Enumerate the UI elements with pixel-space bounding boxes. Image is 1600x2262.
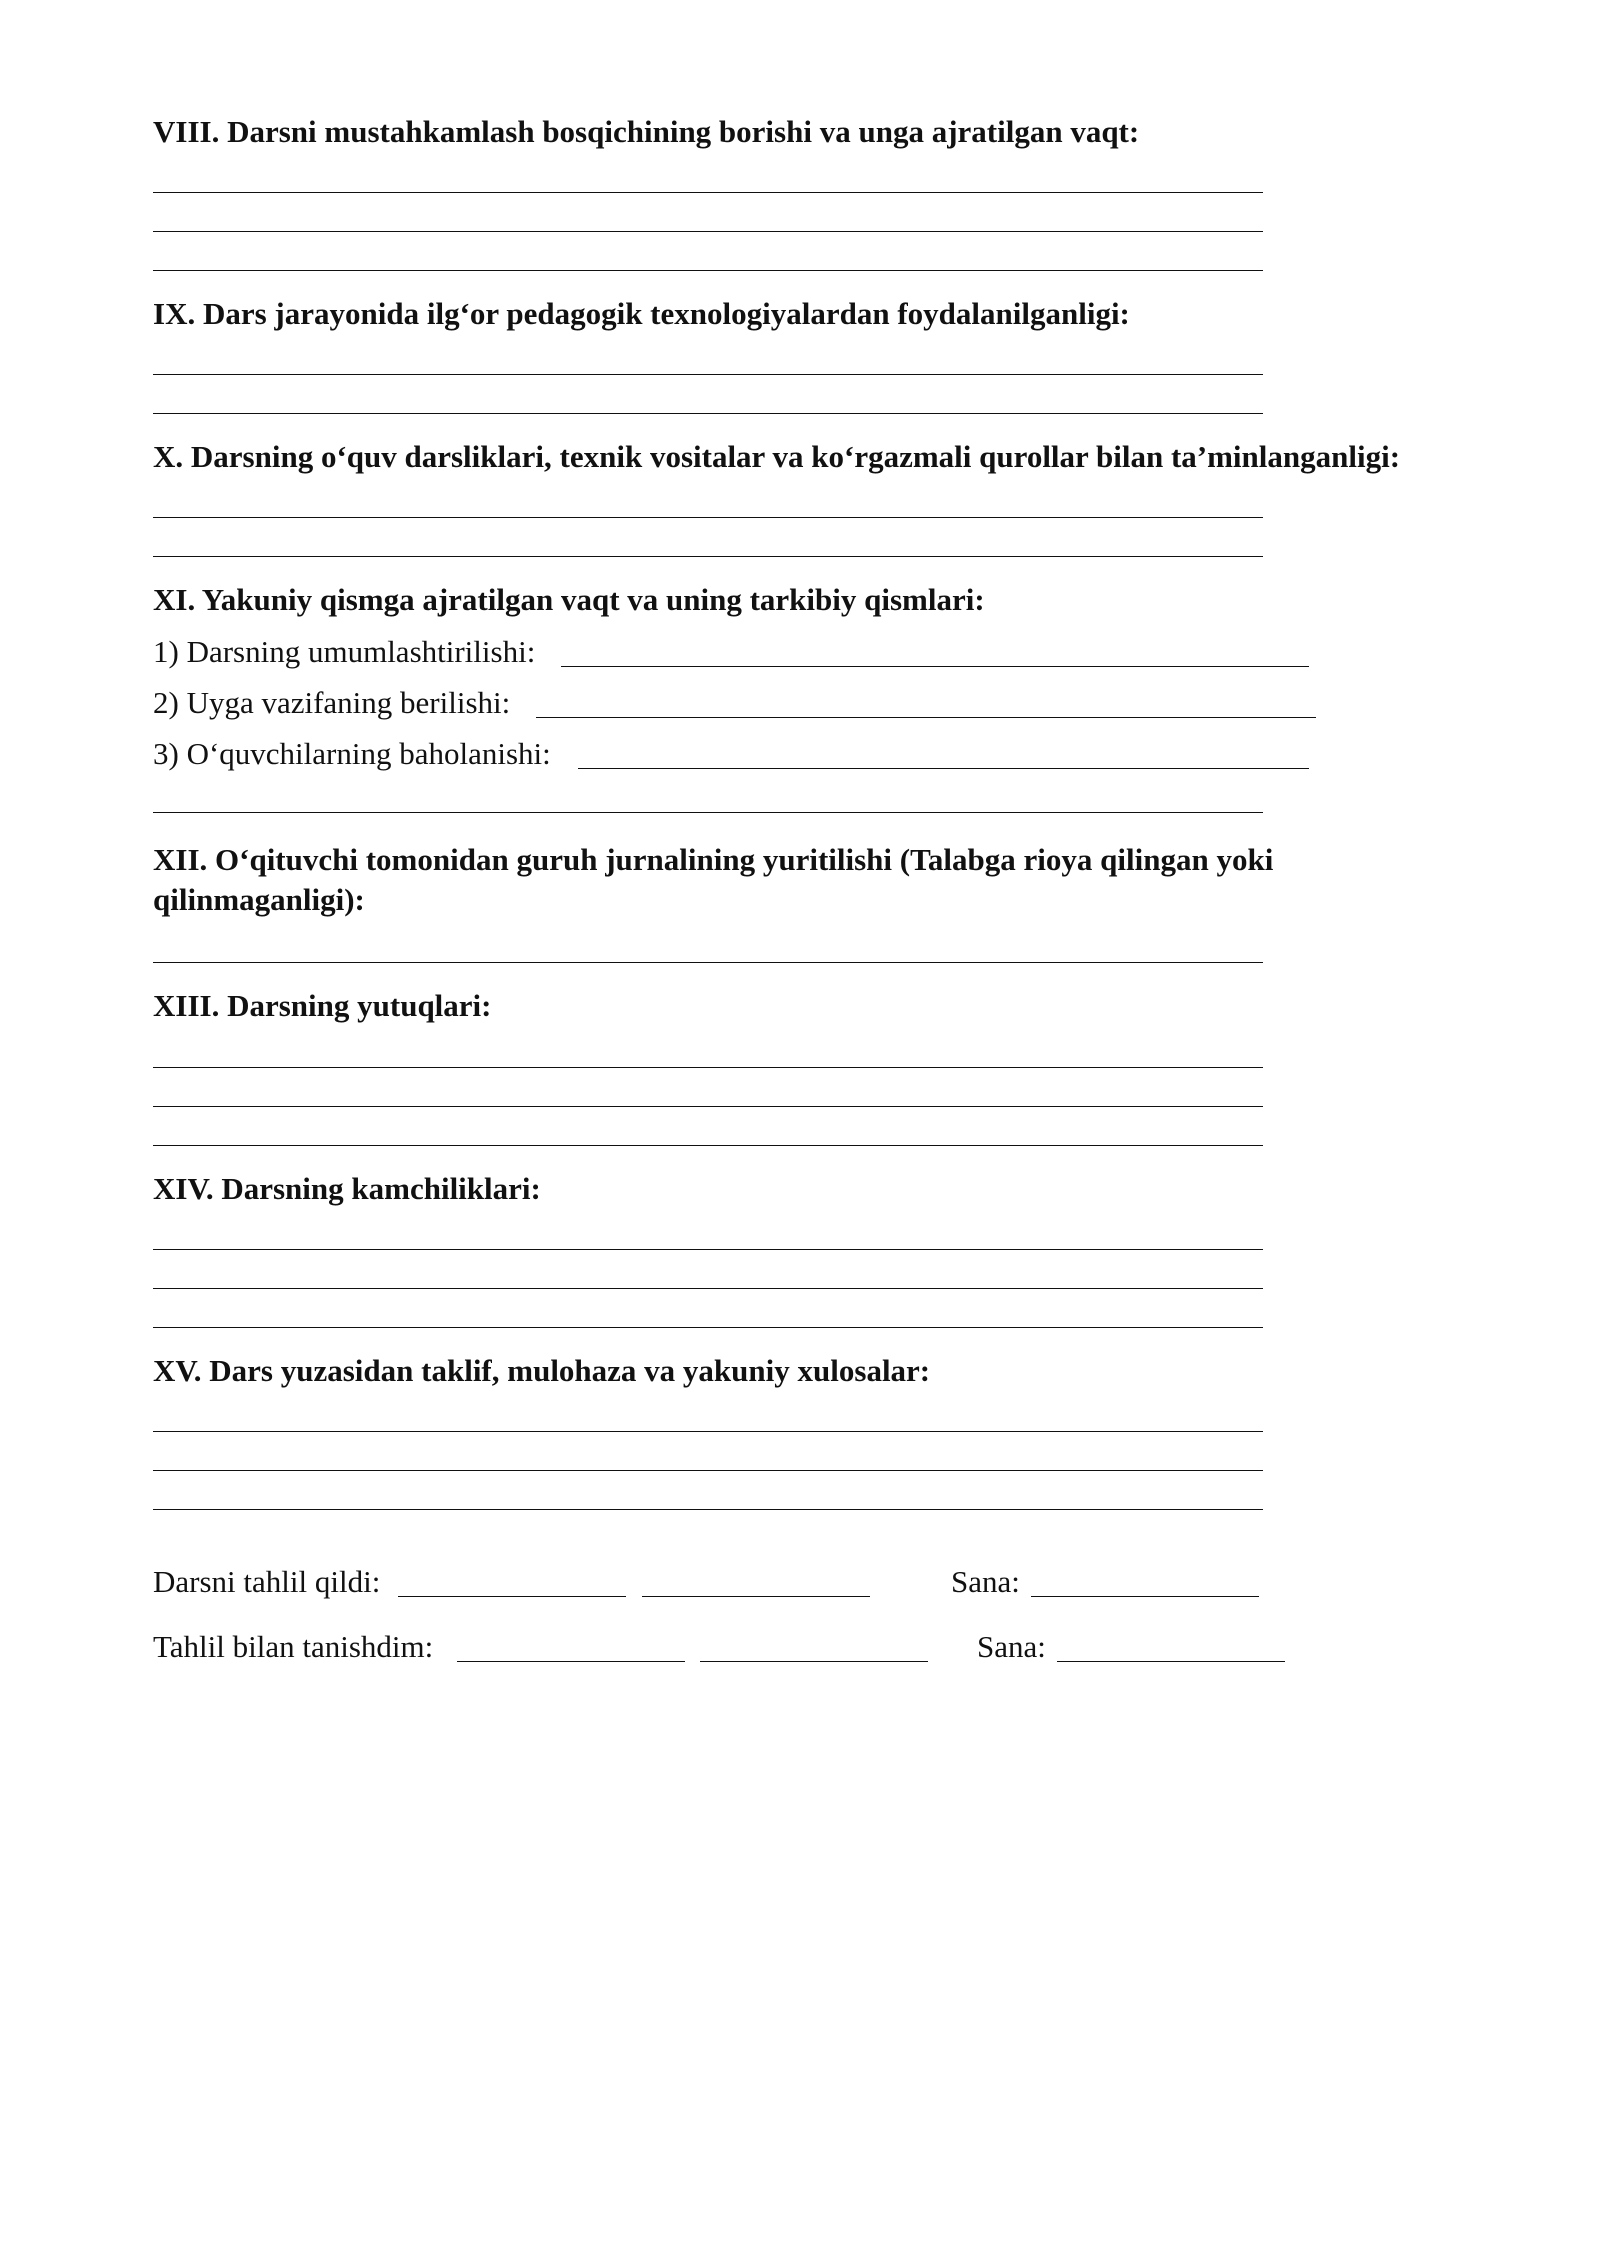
acquainted-signature-blank[interactable]	[700, 1661, 928, 1662]
section-8-heading: VIII. Darsni mustahkamlash bosqichining borishi va unga ajratilgan vaqt:	[153, 114, 1140, 149]
answer-line[interactable]	[153, 1288, 1263, 1289]
answer-line[interactable]	[153, 556, 1263, 557]
acquainted-name-blank[interactable]	[457, 1661, 685, 1662]
answer-line[interactable]	[153, 270, 1263, 271]
answer-line[interactable]	[153, 413, 1263, 414]
answer-line[interactable]	[153, 231, 1263, 232]
answer-line[interactable]	[153, 1145, 1263, 1146]
answer-line[interactable]	[153, 374, 1263, 375]
section-12-heading: XII. O‘qituvchi tomonidan guruh jurnalining yuritilishi (Talabga rioya qilingan yoki qilinmaganligi):	[153, 842, 1274, 917]
item-label: 3) O‘quvchilarning baholanishi:	[153, 736, 551, 771]
section-14-heading: XIV. Darsning kamchiliklari:	[153, 1171, 541, 1206]
date-label: Sana:	[951, 1564, 1020, 1599]
section-11-item-3	[153, 734, 1313, 774]
answer-line[interactable]	[153, 1067, 1263, 1068]
answer-blank[interactable]	[536, 717, 1316, 718]
section-11-item-2	[153, 683, 1323, 723]
answer-line[interactable]	[153, 517, 1263, 518]
item-label: 2) Uyga vazifaning berilishi:	[153, 685, 511, 720]
answer-line[interactable]	[153, 1327, 1263, 1328]
answer-blank[interactable]	[578, 768, 1309, 769]
answer-line[interactable]	[153, 1470, 1263, 1471]
answer-line[interactable]	[153, 1509, 1263, 1510]
analyzer-signature-blank[interactable]	[642, 1596, 870, 1597]
section-13-heading: XIII. Darsning yutuqlari:	[153, 988, 492, 1023]
date-label: Sana:	[977, 1629, 1046, 1664]
answer-line[interactable]	[153, 192, 1263, 193]
answer-line[interactable]	[153, 1106, 1263, 1107]
date-blank[interactable]	[1031, 1596, 1259, 1597]
section-10-heading: X. Darsning o‘quv darsliklari, texnik vositalar va ko‘rgazmali qurollar bilan ta’minlanganligi:	[153, 439, 1401, 474]
analyzed-by-label: Darsni tahlil qildi:	[153, 1564, 381, 1599]
answer-line[interactable]	[153, 1249, 1263, 1250]
answer-line[interactable]	[153, 962, 1263, 963]
acquainted-label: Tahlil bilan tanishdim:	[153, 1629, 434, 1664]
section-15-heading: XV. Dars yuzasidan taklif, mulohaza va yakuniy xulosalar:	[153, 1353, 931, 1388]
section-11-heading: XI. Yakuniy qismga ajratilgan vaqt va uning tarkibiy qismlari:	[153, 582, 985, 617]
answer-blank[interactable]	[561, 666, 1309, 667]
item-label: 1) Darsning umumlashtirilishi:	[153, 634, 536, 669]
answer-line[interactable]	[153, 1431, 1263, 1432]
section-9-heading: IX. Dars jarayonida ilg‘or pedagogik texnologiyalardan foydalanilganligi:	[153, 296, 1130, 331]
analyzer-name-blank[interactable]	[398, 1596, 626, 1597]
date-blank[interactable]	[1057, 1661, 1285, 1662]
section-11-item-1	[153, 632, 1313, 672]
answer-line[interactable]	[153, 812, 1263, 813]
